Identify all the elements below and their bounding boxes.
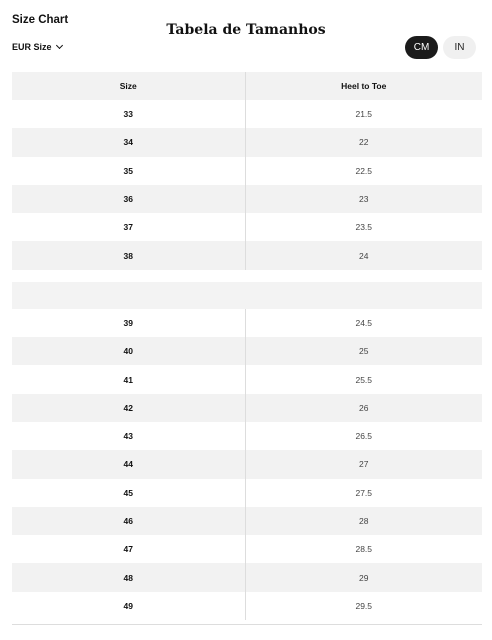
table-row	[12, 309, 482, 337]
heel-to-toe-cell: 22.5	[245, 157, 483, 185]
heel-to-toe-cell: 23.5	[245, 213, 483, 241]
page-title: Tabela de Tamanhos	[166, 22, 326, 38]
unit-toggle-in[interactable]: IN	[443, 36, 476, 59]
size-chart-label: Size Chart	[12, 14, 69, 26]
heel-to-toe-cell: 29.5	[245, 592, 483, 620]
size-system-dropdown[interactable]	[12, 42, 62, 52]
table-row	[12, 128, 482, 156]
size-cell: 43	[123, 431, 133, 442]
size-cell: 34	[123, 137, 133, 148]
heel-to-toe-cell: 28	[245, 507, 483, 535]
table-row	[12, 100, 482, 128]
table-row	[12, 185, 482, 213]
table-row	[12, 479, 482, 507]
table-row	[12, 450, 482, 478]
size-cell: 48	[123, 572, 133, 583]
table-row	[12, 213, 482, 241]
size-cell: 38	[123, 250, 133, 261]
table-header	[12, 72, 482, 100]
column-header-size: Size	[119, 81, 137, 91]
table-bottom-border	[12, 624, 482, 625]
size-cell: 33	[123, 109, 133, 120]
heel-to-toe-cell: 27	[245, 450, 483, 478]
size-cell: 47	[123, 544, 133, 555]
size-cell: 44	[123, 459, 133, 470]
table-row	[12, 507, 482, 535]
unit-toggle-cm[interactable]: CM	[405, 36, 438, 59]
size-system-label: EUR Size	[12, 42, 52, 52]
table-row	[12, 157, 482, 185]
size-cell: 45	[123, 487, 133, 498]
size-cell: 40	[123, 346, 133, 357]
table-row	[12, 535, 482, 563]
blank-row	[12, 282, 482, 309]
chevron-down-icon	[55, 42, 62, 49]
size-cell: 35	[123, 165, 133, 176]
column-header-heel-to-toe: Heel to Toe	[245, 72, 483, 100]
heel-to-toe-cell: 24.5	[245, 309, 483, 337]
size-cell: 39	[123, 317, 133, 328]
heel-to-toe-cell: 22	[245, 128, 483, 156]
size-cell: 41	[123, 374, 133, 385]
size-cell: 36	[123, 194, 133, 205]
heel-to-toe-cell: 25.5	[245, 365, 483, 393]
table-row	[12, 422, 482, 450]
table-row	[12, 337, 482, 365]
table-row	[12, 241, 482, 269]
heel-to-toe-cell: 21.5	[245, 100, 483, 128]
heel-to-toe-cell: 25	[245, 337, 483, 365]
size-cell: 46	[123, 516, 133, 526]
table-row	[12, 592, 482, 620]
size-cell: 37	[123, 222, 133, 233]
size-cell: 42	[123, 402, 133, 413]
size-cell: 49	[123, 600, 133, 611]
table-row	[12, 365, 482, 393]
heel-to-toe-cell: 26	[245, 394, 483, 422]
heel-to-toe-cell: 24	[245, 241, 483, 269]
heel-to-toe-cell: 23	[245, 185, 483, 213]
heel-to-toe-cell: 29	[245, 563, 483, 591]
heel-to-toe-cell: 26.5	[245, 422, 483, 450]
table-row	[12, 563, 482, 591]
size-table	[12, 72, 482, 620]
heel-to-toe-cell: 28.5	[245, 535, 483, 563]
heel-to-toe-cell: 27.5	[245, 479, 483, 507]
table-row	[12, 394, 482, 422]
